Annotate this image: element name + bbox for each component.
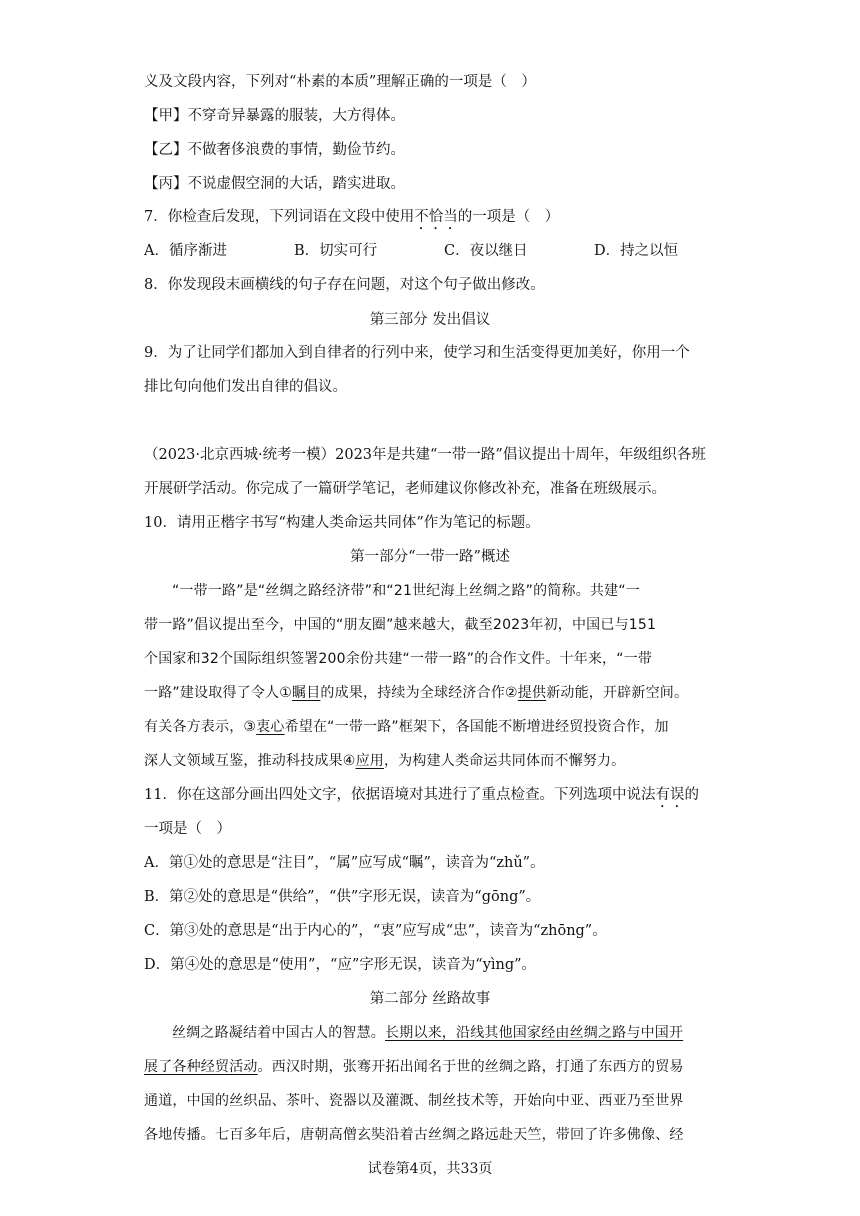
underlined-sentence: 展了各种经贸活动 xyxy=(144,1059,258,1075)
underlined-sentence: 长期以来，沿线其他国家经由丝绸之路与中国开 xyxy=(385,1025,684,1041)
q11-text: 11．你在这部分画出四处文字，依据语境对其进行了重点检查。下列选项中说法 xyxy=(144,787,656,803)
question-9: 9．为了让同学们都加入到自律者的行列中来，使学习和生活变得更加美好，你用一个 xyxy=(144,345,690,361)
marked-word-4: 应用 xyxy=(355,753,384,769)
passage-text: 新动能，开辟新空间。 xyxy=(546,685,689,701)
passage-text: 丝绸之路凝结着中国古人的智慧。 xyxy=(172,1025,385,1041)
q7-option-a: A．循序渐进 xyxy=(144,243,227,259)
q11-emphasis: 有误 xyxy=(655,787,685,803)
question-10: 10．请用正楷字书写“构建人类命运共同体”作为笔记的标题。 xyxy=(144,515,540,531)
text-line: 义及文段内容，下列对“朴素的本质”理解正确的一项是（ ） xyxy=(144,74,536,90)
question-8: 8．你发现段末画横线的句子存在问题，对这个句子做出修改。 xyxy=(144,277,545,293)
passage-line: 各地传播。七百多年后，唐朝高僧玄奘沿着古丝绸之路远赴天竺，带回了许多佛像、经 xyxy=(144,1127,684,1143)
q11-option-d: D．第④处的意思是“使用”，“应”字形无误，读音为“yìng”。 xyxy=(144,957,537,973)
q7-option-c: C．夜以继日 xyxy=(444,243,528,259)
passage-text: 深人文领域互鉴，推动科技成果④ xyxy=(144,753,356,769)
section-heading: 第三部分 发出倡议 xyxy=(369,312,491,328)
question-9-cont: 排比句向他们发出自律的倡议。 xyxy=(144,379,347,395)
passage-text: 有关各方表示，③ xyxy=(144,719,257,735)
passage-text: 。西汉时期，张骞开拓出闻名于世的丝绸之路，打通了东西方的贸易 xyxy=(257,1059,684,1075)
passage-line: “一带一路”是“丝绸之路经济带”和“21世纪海上丝绸之路”的简称。共建“一 xyxy=(172,583,640,599)
passage-line xyxy=(144,683,688,703)
option-jia: 【甲】不穿奇异暴露的服装，大方得体。 xyxy=(144,108,405,124)
marked-word-1: 瞩目 xyxy=(292,685,321,701)
q7-option-d: D．持之以恒 xyxy=(594,243,679,259)
passage-line: 通道，中国的丝织品、茶叶、瓷器以及灌溉、制丝技术等，开始向中亚、西亚乃至世界 xyxy=(144,1093,684,1109)
q11-option-b: B．第②处的意思是“供给”，“供”字形无误，读音为“gōng”。 xyxy=(144,889,541,905)
passage-text: ，为构建人类命运共同体而不懈努力。 xyxy=(383,753,626,769)
question-7 xyxy=(144,207,559,233)
passage-text: 希望在“一带一路”框架下，各国能不断增进经贸投资合作，加 xyxy=(284,719,669,735)
page-footer: 试卷第4页，共33页 xyxy=(367,1161,493,1177)
q11-text-end: 的 xyxy=(684,787,699,803)
passage-text: 一路”建设取得了令人① xyxy=(144,685,293,701)
option-yi: 【乙】不做奢侈浪费的事情，勤俭节约。 xyxy=(144,142,405,158)
option-bing: 【丙】不说虚假空洞的大话，踏实进取。 xyxy=(144,176,405,192)
passage-text: 的成果，持续为全球经济合作② xyxy=(320,685,518,701)
passage-line: 个国家和32个国际组织签署200余份共建“一带一路”的合作文件。十年来，“一带 xyxy=(144,651,653,667)
passage-line xyxy=(144,1057,684,1077)
passage-line xyxy=(144,751,625,771)
intro-line: 开展研学活动。你完成了一篇研学笔记，老师建议你修改补充，准备在班级展示。 xyxy=(144,481,666,497)
passage-line xyxy=(144,717,669,737)
q7-text-end: 的一项是（ ） xyxy=(457,209,560,225)
question-11 xyxy=(144,785,699,811)
q11-option-c: C．第③处的意思是“出于内心的”，“衷”应写成“忠”，读音为“zhōng”。 xyxy=(144,923,607,939)
q7-option-b: B．切实可行 xyxy=(294,243,378,259)
q7-emphasis: 不恰当 xyxy=(414,209,458,225)
section-heading: 第一部分“一带一路”概述 xyxy=(350,549,510,565)
question-11-cont: 一项是（ ） xyxy=(144,821,231,837)
passage-line xyxy=(172,1023,683,1043)
section-heading: 第二部分 丝路故事 xyxy=(369,991,491,1007)
intro-line: （2023·北京西城·统考一模）2023年是共建“一带一路”倡议提出十周年，年级组织各班 xyxy=(144,447,706,463)
q11-option-a: A．第①处的意思是“注目”，“属”应写成“瞩”，读音为“zhǔ”。 xyxy=(144,855,545,871)
marked-word-3: 衷心 xyxy=(256,719,285,735)
passage-line: 带一路”倡议提出至今，中国的“朋友圈”越来越大，截至2023年初，中国已与151 xyxy=(144,617,657,633)
marked-word-2: 提供 xyxy=(517,685,547,701)
q7-text: 7．你检查后发现，下列词语在文段中使用 xyxy=(144,209,415,225)
